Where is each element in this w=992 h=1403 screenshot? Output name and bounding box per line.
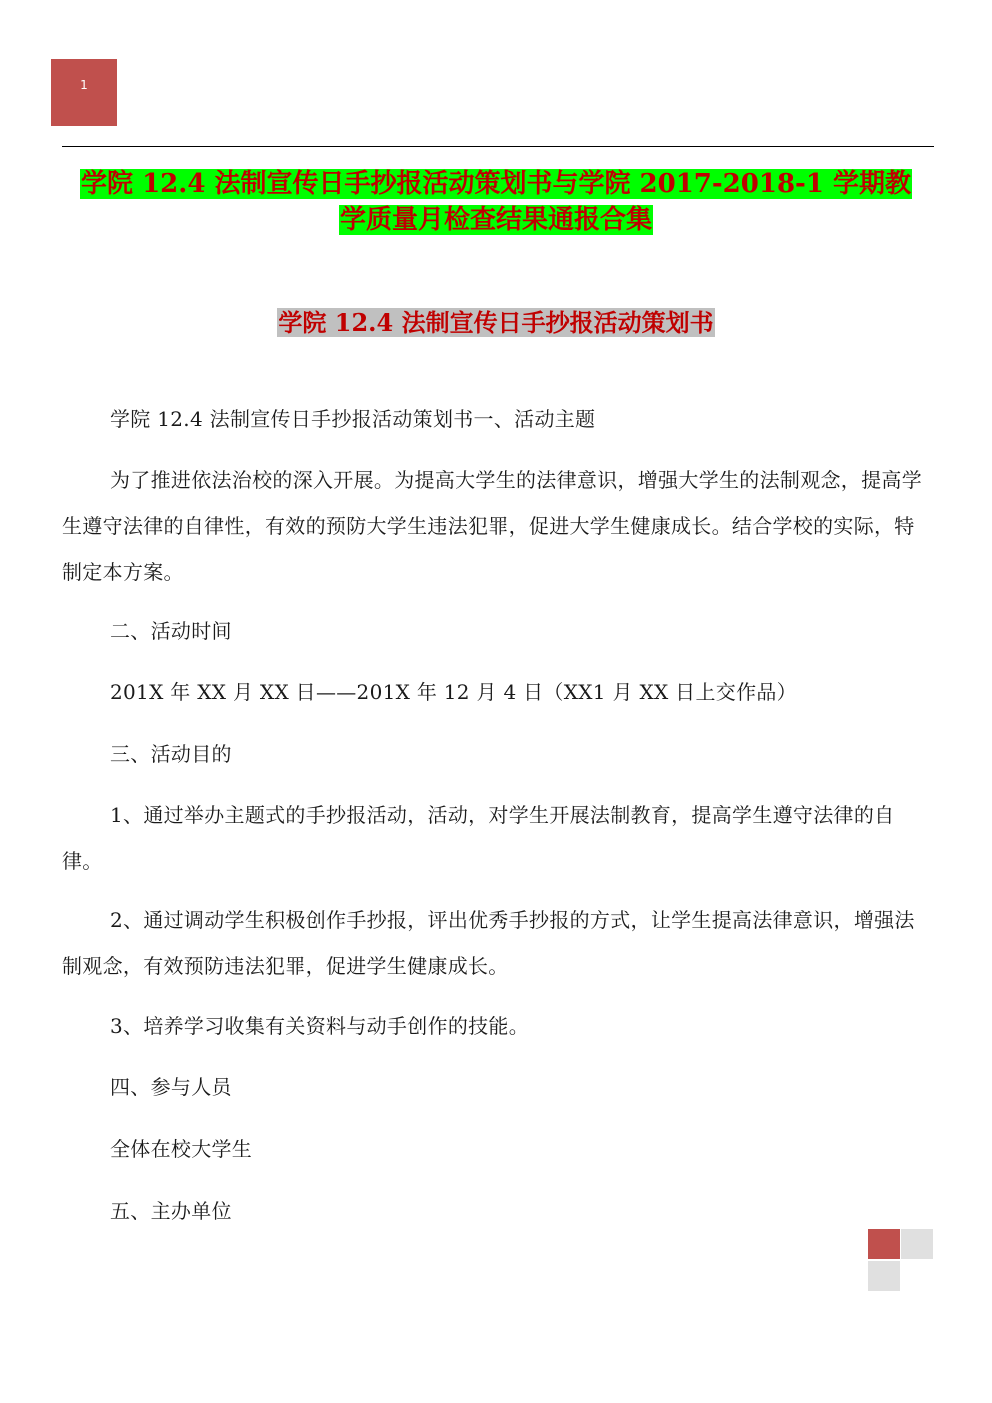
- paragraph-purpose-2: 2、通过调动学生积极创作手抄报，评出优秀手抄报的方式，让学生提高法律意识，增强法制观念，有效预防违法犯罪，促进学生健康成长。: [62, 908, 915, 978]
- paragraph-purpose-1: 1、通过举办主题式的手抄报活动，活动，对学生开展法制教育，提高学生遵守法律的自律。: [62, 803, 895, 873]
- heading-activity-time: 二、活动时间: [110, 619, 232, 643]
- paragraph-intro: 学院 12.4 法制宣传日手抄报活动策划书一、活动主题: [110, 407, 596, 431]
- decor-square-red: [868, 1229, 900, 1259]
- heading-activity-purpose: 三、活动目的: [110, 742, 232, 766]
- heading-organizer: 五、主办单位: [110, 1199, 232, 1223]
- decor-square-grey-right: [901, 1229, 933, 1259]
- decor-square-grey-bottom: [868, 1261, 900, 1291]
- paragraph-theme: 为了推进依法治校的深入开展。为提高大学生的法律意识，增强大学生的法制观念，提高学生遵守法律的自律性，有效的预防大学生违法犯罪，促进大学生健康成长。结合学校的实际，特制定本方案。: [62, 468, 922, 584]
- heading-participants: 四、参与人员: [110, 1075, 232, 1099]
- section-title-text: 学院 12.4 法制宣传日手抄报活动策划书: [278, 308, 714, 337]
- document-title-line-1: 学院 12.4 法制宣传日手抄报活动策划书与学院 2017-2018-1 学期教: [81, 169, 911, 199]
- page-number: 1: [80, 77, 88, 92]
- document-title: [60, 166, 932, 238]
- header-divider: [62, 146, 934, 147]
- section-title: [60, 306, 932, 340]
- paragraph-purpose-3: 3、培养学习收集有关资料与动手创作的技能。: [110, 1014, 530, 1038]
- page-number-badge: [51, 59, 117, 126]
- paragraph-activity-time: 201X 年 XX 月 XX 日——201X 年 12 月 4 日（XX1 月 XX 日上交作品）: [110, 680, 797, 704]
- document-title-line-2: 学质量月检查结果通报合集: [339, 205, 652, 235]
- paragraph-participants: 全体在校大学生: [110, 1137, 253, 1161]
